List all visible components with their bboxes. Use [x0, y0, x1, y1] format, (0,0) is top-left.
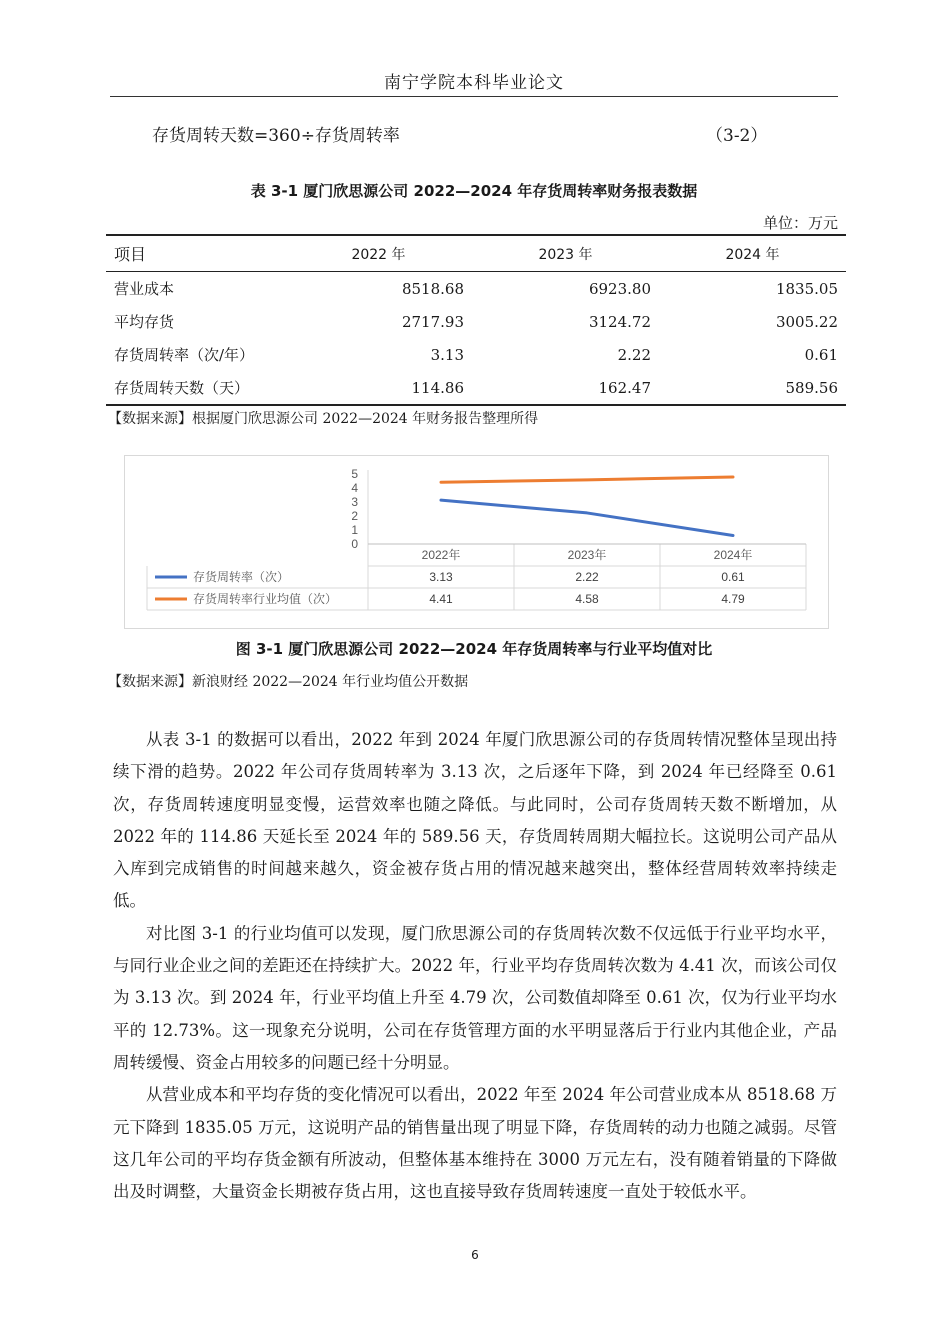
- formula-text: 存货周转天数=360÷存货周转率: [152, 126, 400, 146]
- series-line-1: [441, 500, 733, 535]
- y-tick-label: 3: [351, 495, 358, 509]
- table-caption: 表 3-1 厦门欣思源公司 2022—2024 年存货周转率财务报表数据: [250, 182, 698, 200]
- data-table: [106, 234, 846, 406]
- x-tick-label: 2022年: [421, 548, 461, 562]
- paragraph: 从表 3-1 的数据可以看出，2022 年到 2024 年厦门欣思源公司的存货周转情况整体呈现出持续下滑的趋势。2022 年公司存货周转率为 3.13 次，之后逐年下降，到 2024 年已经降至 0.61 次，存货周转速度明显变慢，运营效率也随之降低。与此同时，公司存货周转天数不断增加，从 2022 年的 114.86 天延长至 2024 年的 589.56 天，存货周转周期大幅拉长。这说明公司产品从入库到完成销售的时间越来越久，资金被存货占用的情况越来越突出，整体经营周转效率持续走低。: [113, 730, 837, 911]
- data-label: 4.41: [429, 592, 453, 606]
- page-number: 6: [471, 1248, 479, 1262]
- table-header-cell: 2022 年: [285, 235, 472, 272]
- data-label: 4.58: [575, 592, 599, 606]
- legend-label: 存货周转率行业均值（次）: [193, 592, 338, 606]
- series-line-2: [441, 477, 733, 482]
- table-row: [106, 272, 846, 306]
- table-cell: 162.47: [472, 371, 659, 405]
- table-cell: 1835.05: [775, 279, 838, 298]
- formula-number: （3-2）: [706, 126, 768, 146]
- x-tick-label: 2024年: [713, 548, 753, 562]
- data-label: 2.22: [575, 570, 599, 584]
- table-source-note: 【数据来源】根据厦门欣思源公司 2022—2024 年财务报告整理所得: [108, 411, 539, 427]
- table-cell: 2717.93: [401, 312, 464, 331]
- x-tick-label: 2023年: [567, 548, 607, 562]
- table-row: [106, 371, 846, 405]
- table-row: [106, 305, 846, 338]
- table-header-row: [106, 235, 846, 272]
- table-row-label: 存货周转天数（天）: [106, 371, 285, 405]
- table-cell: 3.13: [430, 345, 464, 364]
- paragraph: 从营业成本和平均存货的变化情况可以看出，2022 年至 2024 年公司营业成本从 8518.68 万元下降到 1835.05 万元，这说明产品的销售量出现了明显下降，存货周转的动力也随之减弱。尽管这几年公司的平均存货金额有所波动，但整体基本维持在 3000 万元左右，没有随着销量的下降做出及时调整，大量资金长期被存货占用，这也直接导致存货周转速度一直处于较低水平。: [113, 1085, 837, 1202]
- table-row-label: 存货周转率（次/年）: [114, 346, 255, 364]
- table-row-label: 营业成本: [114, 280, 175, 298]
- header-rule: [110, 96, 838, 97]
- table-cell: 114.86: [285, 371, 472, 405]
- figure-caption: 图 3-1 厦门欣思源公司 2022—2024 年存货周转率与行业平均值对比: [235, 640, 713, 658]
- y-tick-label: 0: [351, 537, 358, 551]
- data-label: 0.61: [721, 570, 745, 584]
- table-cell: 2.22: [617, 345, 651, 364]
- body-text: [113, 724, 837, 1208]
- table-cell: 6923.80: [588, 279, 651, 298]
- page-header-title: 南宁学院本科毕业论文: [384, 73, 564, 93]
- table-header-cell: 2023 年: [472, 235, 659, 272]
- table-cell: 0.61: [804, 345, 838, 364]
- y-tick-label: 2: [351, 509, 358, 523]
- table-row: [106, 338, 846, 371]
- chart-frame: [124, 455, 829, 629]
- y-tick-label: 5: [351, 467, 358, 481]
- y-tick-label: 4: [351, 481, 358, 495]
- legend-label: 存货周转率（次）: [193, 570, 290, 584]
- table-cell: 589.56: [659, 371, 846, 405]
- table-cell: 3124.72: [588, 312, 651, 331]
- table-header-cell: 项目: [106, 235, 285, 272]
- table-unit: 单位：万元: [762, 214, 838, 232]
- data-label: 4.79: [721, 592, 745, 606]
- data-label: 3.13: [429, 570, 453, 584]
- table-cell: 3005.22: [775, 312, 838, 331]
- table-header-cell: 2024 年: [659, 235, 846, 272]
- line-chart: [125, 456, 828, 628]
- table-cell: 8518.68: [401, 279, 464, 298]
- figure-source-note: 【数据来源】新浪财经 2022—2024 年行业均值公开数据: [108, 674, 469, 690]
- paragraph: 对比图 3-1 的行业均值可以发现，厦门欣思源公司的存货周转次数不仅远低于行业平均水平，与同行业企业之间的差距还在持续扩大。2022 年，行业平均存货周转次数为 4.41 次，而该公司仅为 3.13 次。到 2024 年，行业平均值上升至 4.79 次，公司数值却降至 0.61 次，仅为行业平均水平的 12.73%。这一现象充分说明，公司在存货管理方面的水平明显落后于行业内其他企业，产品周转缓慢、资金占用较多的问题已经十分明显。: [113, 923, 837, 1072]
- table-row-label: 平均存货: [114, 313, 175, 331]
- y-tick-label: 1: [351, 523, 358, 537]
